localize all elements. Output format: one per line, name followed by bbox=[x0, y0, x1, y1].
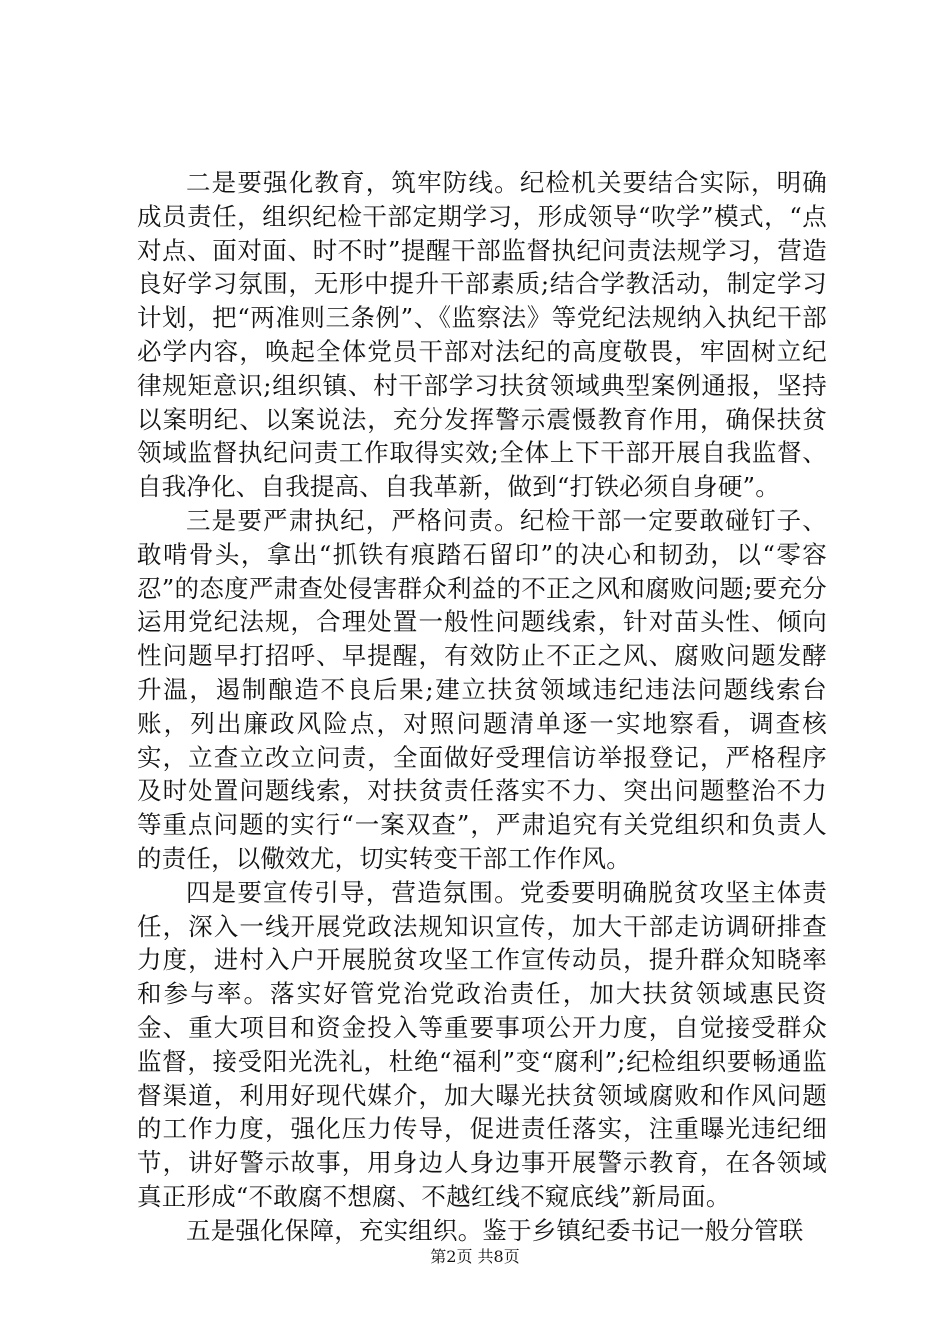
paragraph-discipline: 三是要严肃执纪，严格问责。纪检干部一定要敢碰钉子、敢啃骨头，拿出“抓铁有痕踏石留印”的决心和韧劲，以“零容忍”的态度严肃查处侵害群众利益的不正之风和腐败问题;要充分运用党纪法规，合理处置一般性问题线索，针对苗头性、倾向性问题早打招呼、早提醒，有效防止不正之风、腐败问题发酵升温，遏制酿造不良后果;建立扶贫领域违纪违法问题线索台账，列出廉政风险点，对照问题清单逐一实地察看，调查核实，立查立改立问责，全面做好受理信访举报登记，严格程序及时处置问题线索，对扶贫责任落实不力、突出问题整治不力等重点问题的实行“一案双查”，严肃追究有关党组织和负责人的责任，以儆效尤，切实转变干部工作作风。 bbox=[137, 505, 827, 873]
page-number-footer: 第2页 共8页 bbox=[430, 1247, 520, 1266]
paragraph-guarantee: 五是强化保障，充实组织。鉴于乡镇纪委书记一般分管联 bbox=[186, 1215, 804, 1245]
document-body bbox=[137, 166, 827, 1248]
paragraph-publicity: 四是要宣传引导，营造氛围。党委要明确脱贫攻坚主体责任，深入一线开展党政法规知识宣传，加大干部走访调研排查力度，进村入户开展脱贫攻坚工作宣传动员，提升群众知晓率和参与率。落实好管党治党政治责任，加大扶贫领域惠民资金、重大项目和资金投入等重要事项公开力度，自觉接受群众监督，接受阳光洗礼，杜绝“福利”变“腐利”;纪检组织要畅通监督渠道，利用好现代媒介，加大曝光扶贫领域腐败和作风问题的工作力度，强化压力传导，促进责任落实，注重曝光违纪细节，讲好警示故事，用身边人身边事开展警示教育，在各领域真正形成“不敢腐不想腐、不越红线不窥底线”新局面。 bbox=[137, 877, 827, 1211]
paragraph-education: 二是要强化教育，筑牢防线。纪检机关要结合实际，明确成员责任，组织纪检干部定期学习，形成领导“吹学”模式，“点对点、面对面、时不时”提醒干部监督执纪问责法规学习，营造良好学习氛围，无形中提升干部素质;结合学教活动，制定学习计划，把“两准则三条例”、《监察法》等党纪法规纳入执纪干部必学内容，唤起全体党员干部对法纪的高度敬畏，牢固树立纪律规矩意识;组织镇、村干部学习扶贫领域典型案例通报，坚持以案明纪、以案说法，充分发挥警示震慑教育作用，确保扶贫领域监督执纪问责工作取得实效;全体上下干部开展自我监督、自我净化、自我提高、自我革新，做到“打铁必须自身硬”。 bbox=[137, 168, 827, 502]
